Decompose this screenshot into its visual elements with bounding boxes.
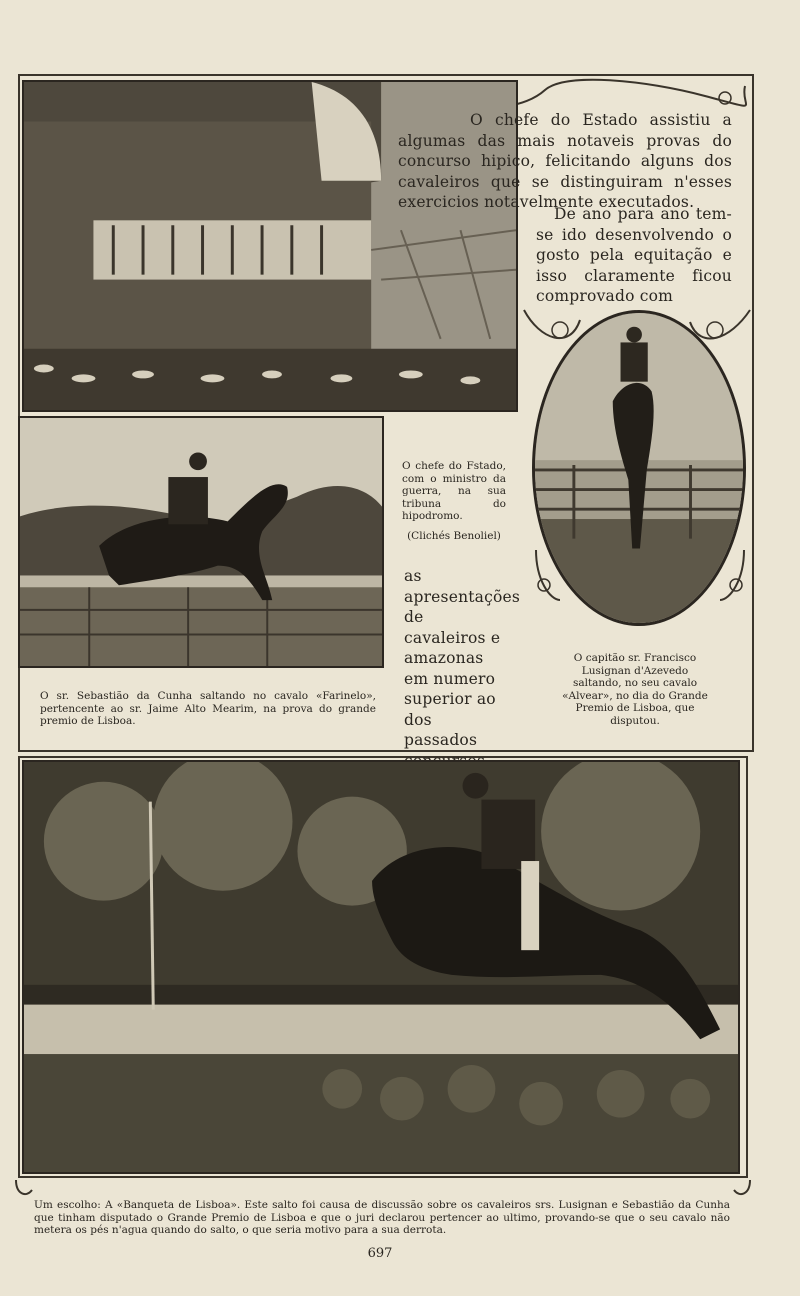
scroll-ornament-bottom [12,1176,754,1200]
tribune-caption: O chefe do Fstado, com o ministro da guerra, na sua tribuna do hipodromo. [402,460,506,522]
article-paragraph-2: De ano para ano tem-se ido desenvolvendo o gosto pela equitação e isso claramente ficou comprovado com [536,205,732,305]
article-paragraph-3: as apresentações de cavaleiros e amazonas em numero superior ao dos passados [404,567,521,749]
sebastiao-caption: O sr. Sebastião da Cunha saltando no cavalo «Farinelo», pertencente ao sr. Jaime Alto Mearim, na prova do grande premio de Lisboa. [40,690,376,727]
banqueta-jump-photo [22,760,740,1174]
article-paragraph-1: O chefe do Estado assistiu a algumas das mais notaveis provas do concurso hipico, felicitando alguns dos cavaleiros que se distinguiram n'esses exercicios notavelmente executados. [398,111,732,211]
page-number: 697 [367,1246,393,1261]
captain-caption: O capitão sr. Francisco Lusignan d'Azevedo saltando, no seu cavalo «Alvear», no dia do Grande Premio de Lisboa, que disputou. [562,652,708,727]
sebastiao-jump-photo [18,416,384,668]
photo-credit: (Clichés Benoliel) [407,530,501,542]
captain-jump-photo [532,310,746,626]
banqueta-caption: Um escolho: A «Banqueta de Lisboa». Este salto foi causa de discussão sobre os cavaleiros srs. Lusignan e Sebastião da Cunha que tinham disputado o Grande Premio de Lisboa e que o juri declarou pertencer ao ultimo, provando-se que o seu cavalo não metera os pés n'agua quando do salto, o que seria motivo para a sua derrota. [34,1199,730,1236]
